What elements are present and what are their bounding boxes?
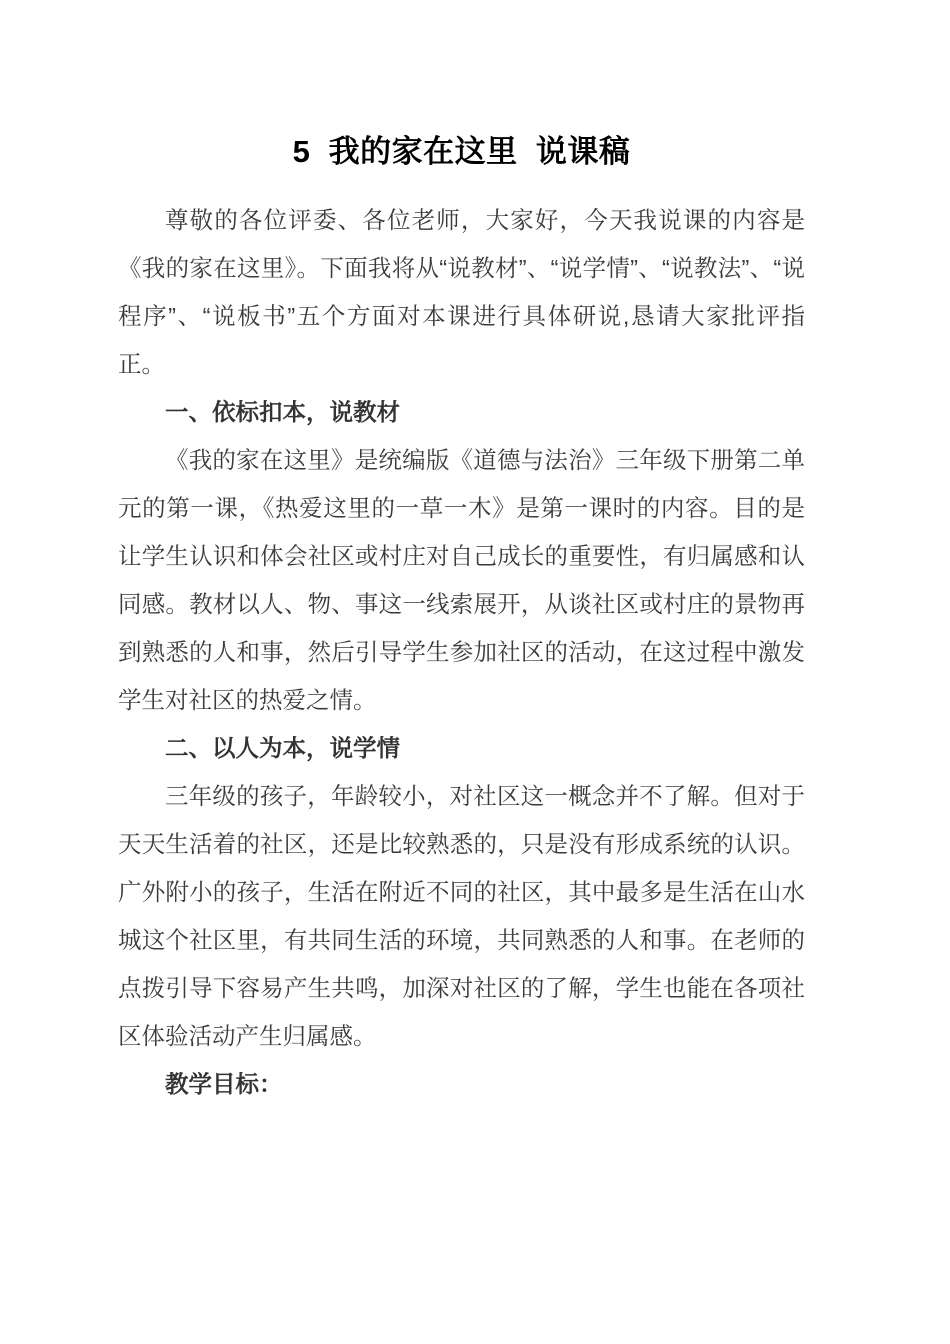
paragraph-student-situation: 三年级的孩子，年龄较小，对社区这一概念并不了解。但对于天天生活着的社区，还是比较熟悉的，只是没有形成系统的认识。广外附小的孩子，生活在附近不同的社区，其中最多是生活在山水城这个社区里，有共同生活的环境，共同熟悉的人和事。在老师的点拨引导下容易产生共鸣，加深对社区的了解，学生也能在各项社区体验活动产生归属感。 [118, 783, 805, 1049]
paragraph-introduction: 尊敬的各位评委、各位老师，大家好，今天我说课的内容是《我的家在这里》。下面我将从“说教材”、“说学情”、“说教法”、“说程序”、“说板书”五个方面对本课进行具体研说,恳请大家批评指正。 [118, 207, 805, 377]
section-heading-teaching-objectives: 教学目标： [165, 1071, 283, 1097]
section-heading-student-situation: 二、以人为本，说学情 [165, 735, 400, 761]
section-heading-teaching-material: 一、依标扣本，说教材 [165, 399, 400, 425]
paragraph-teaching-material: 《我的家在这里》是统编版《道德与法治》三年级下册第二单元的第一课，《热爱这里的一草一木》是第一课时的内容。目的是让学生认识和体会社区或村庄对自己成长的重要性，有归属感和认同感。教材以人、物、事这一线索展开，从谈社区或村庄的景物再到熟悉的人和事，然后引导学生参加社区的活动，在这过程中激发学生对社区的热爱之情。 [118, 447, 805, 713]
document-content [118, 0, 805, 1108]
page-title: 5 我的家在这里 说课稿 [292, 134, 631, 169]
